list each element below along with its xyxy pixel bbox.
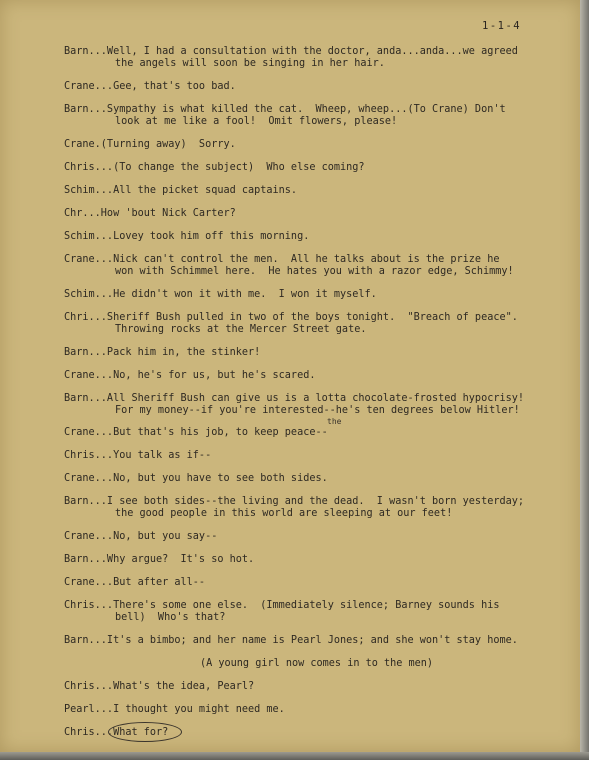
script-line: For my money--if you're interested--he's ten degrees below Hitler!	[115, 405, 520, 416]
script-line: Crane...No, but you have to see both sides.	[64, 473, 328, 484]
script-line: Schim...He didn't won it with me. I won it myself.	[64, 289, 377, 300]
script-line: Chris...You talk as if--	[64, 450, 212, 461]
script-line: Crane...But that's his job, to keep peace--	[64, 427, 328, 438]
script-line: Crane...But after all--	[64, 577, 206, 588]
script-line: Chris...What's the idea, Pearl?	[64, 681, 255, 692]
script-line: Barn...Sympathy is what killed the cat. Wheep, wheep...(To Crane) Don't	[64, 104, 506, 115]
script-line: Chris...There's some one else. (Immediately silence; Barney sounds his	[64, 600, 500, 611]
stage-direction: (A young girl now comes in to the men)	[200, 658, 434, 669]
script-line: look at me like a fool! Omit flowers, please!	[115, 116, 398, 127]
script-line: Barn...Pack him in, the stinker!	[64, 347, 261, 358]
script-line: Crane...Nick can't control the men. All he talks about is the prize he	[64, 254, 500, 265]
script-line: Barn...I see both sides--the living and the dead. I wasn't born yesterday;	[64, 496, 525, 507]
handwritten-insert: the	[327, 417, 342, 426]
script-line: Barn...It's a bimbo; and her name is Pearl Jones; and she won't stay home.	[64, 635, 518, 646]
script-line: Barn...Why argue? It's so hot.	[64, 554, 255, 565]
script-line: Throwing rocks at the Mercer Street gate.	[115, 324, 367, 335]
script-line: Chr...How 'bout Nick Carter?	[64, 208, 236, 219]
script-line: won with Schimmel here. He hates you with a razor edge, Schimmy!	[115, 266, 514, 277]
script-line: Barn...Well, I had a consultation with the doctor, anda...anda...we agreed	[64, 46, 518, 57]
script-line: Crane...No, but you say--	[64, 531, 218, 542]
script-line: Crane...Gee, that's too bad.	[64, 81, 236, 92]
script-line: Crane.(Turning away) Sorry.	[64, 139, 236, 150]
script-line: the angels will soon be singing in her hair.	[115, 58, 385, 69]
scan-edge-bottom	[0, 752, 589, 760]
script-line: Chri...Sheriff Bush pulled in two of the boys tonight. "Breach of peace".	[64, 312, 518, 323]
page-number: 1-1-4	[482, 20, 522, 32]
script-line: Chris...(To change the subject) Who else coming?	[64, 162, 365, 173]
script-line: the good people in this world are sleeping at our feet!	[115, 508, 453, 519]
handwritten-circle	[108, 722, 182, 742]
script-line: Crane...No, he's for us, but he's scared.	[64, 370, 316, 381]
scan-edge-right	[580, 0, 589, 760]
script-line: Pearl...I thought you might need me.	[64, 704, 285, 715]
script-line: Chris...What for?	[64, 727, 169, 738]
script-line: bell) Who's that?	[115, 612, 226, 623]
script-line: Schim...All the picket squad captains.	[64, 185, 298, 196]
script-line: Barn...All Sheriff Bush can give us is a lotta chocolate-frosted hypocrisy!	[64, 393, 525, 404]
script-line: Schim...Lovey took him off this morning.	[64, 231, 310, 242]
